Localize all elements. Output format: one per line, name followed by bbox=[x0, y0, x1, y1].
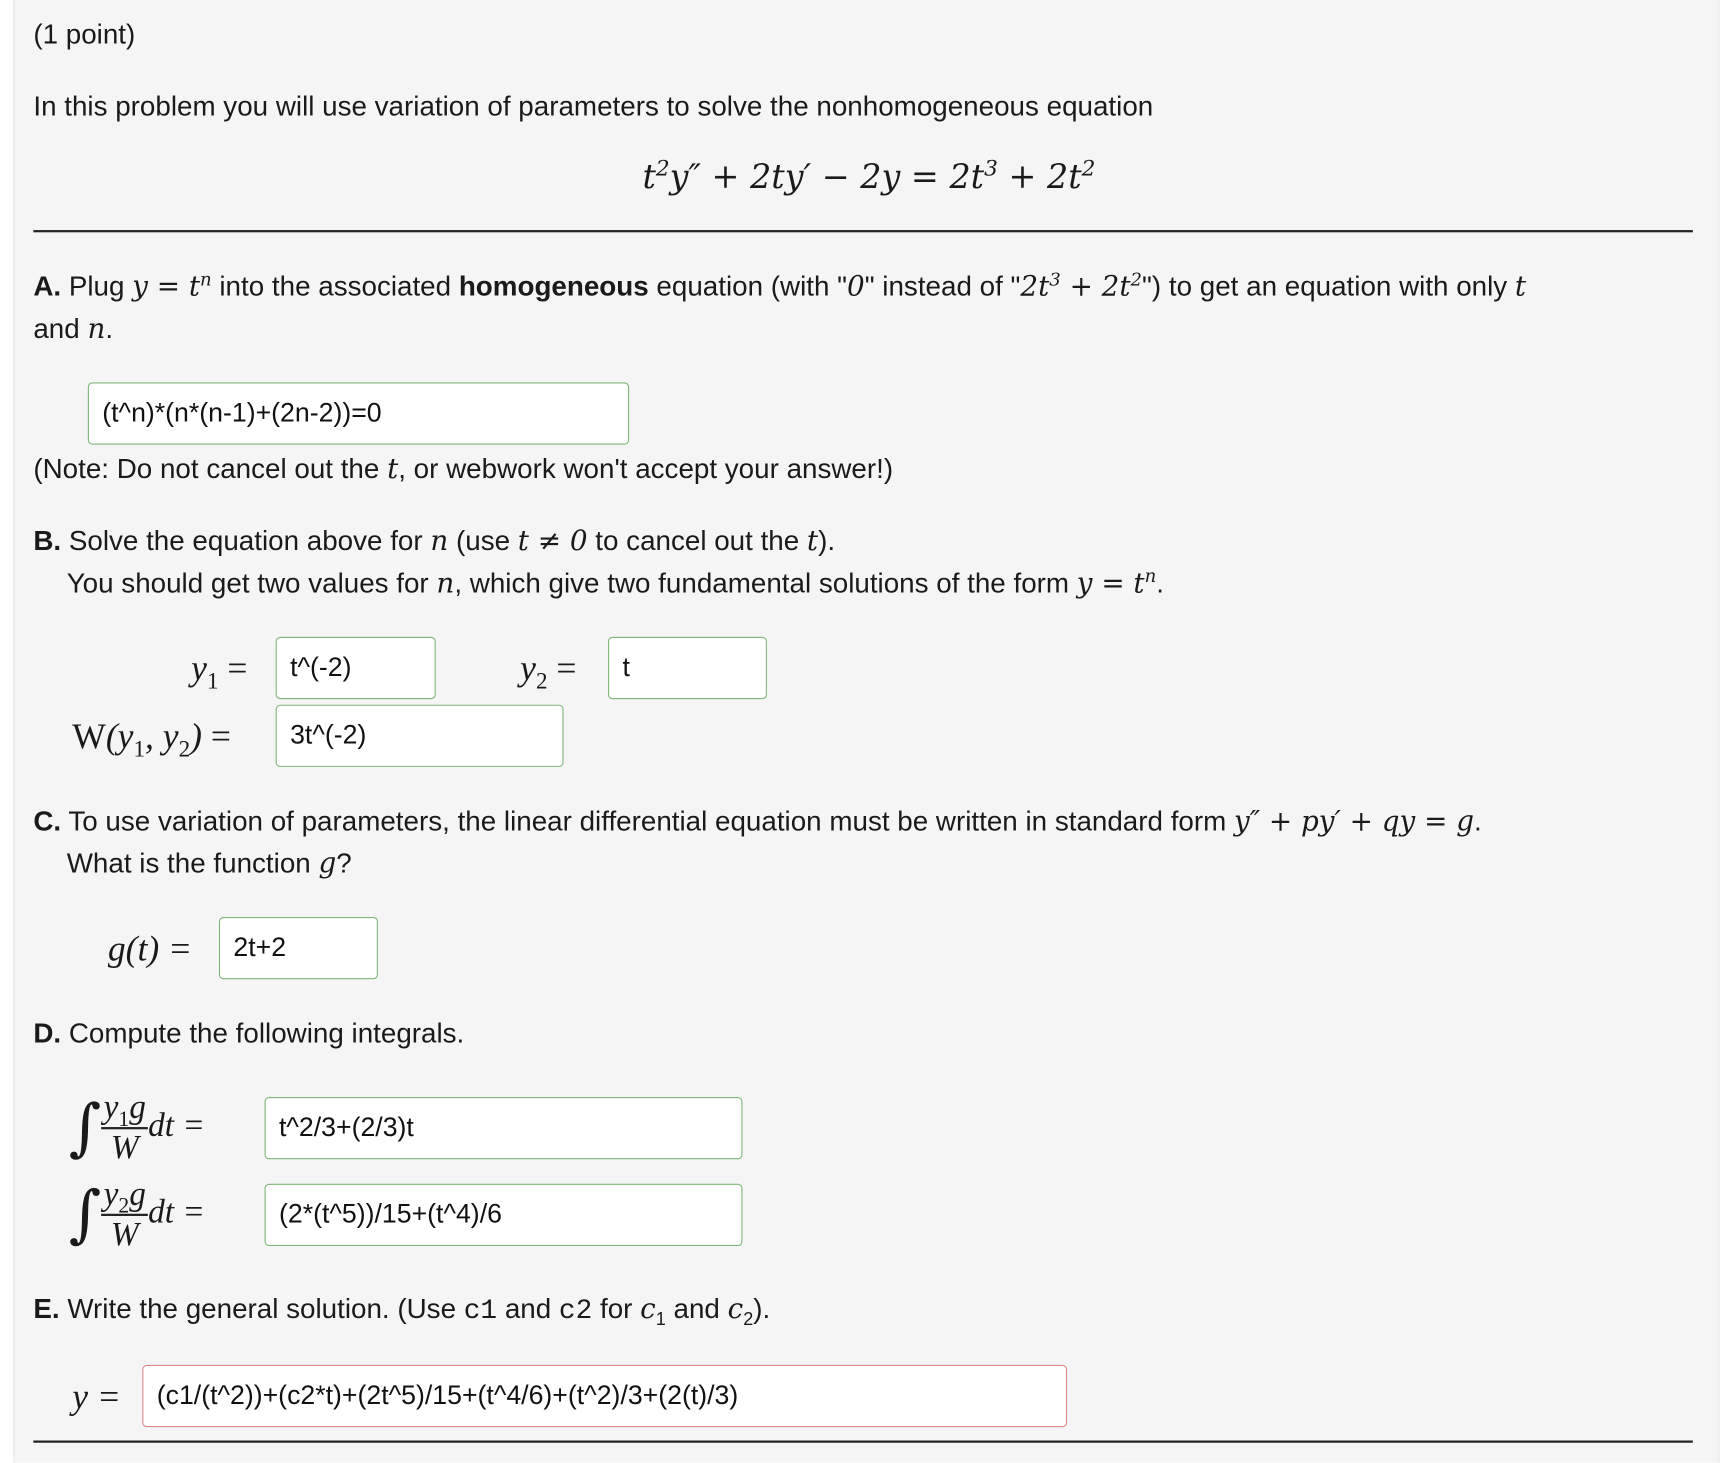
general-solution-label: y = bbox=[72, 1376, 121, 1417]
part-c-prompt-line2: What is the function g? bbox=[66, 846, 352, 880]
bottom-divider bbox=[33, 1441, 1692, 1443]
general-solution-answer-input[interactable]: (c1/(t^2))+(c2*t)+(2t^5)/15+(t^4/6)+(t^2)/3+(2(t)/3) bbox=[142, 1365, 1067, 1427]
y1-answer-input[interactable]: t^(-2) bbox=[276, 637, 436, 699]
part-a-prompt-line2: and n. bbox=[33, 312, 114, 345]
integral-1-answer-input[interactable]: t^2/3+(2/3)t bbox=[265, 1097, 743, 1159]
part-a-note: (Note: Do not cancel out the t, or webwork won't accept your answer!) bbox=[33, 452, 894, 485]
part-b-prompt: B. Solve the equation above for n (use t ≠ 0 to cancel out the t). bbox=[33, 524, 836, 557]
divider bbox=[33, 230, 1692, 232]
intro-text: In this problem you will use variation of parameters to solve the nonhomogeneous equation bbox=[33, 91, 1154, 123]
main-equation: $t^2y'' + 2ty' - 2y = 2t^3 + 2t^2$ bbox=[642, 155, 1096, 197]
y2-label: $y_2$ = bbox=[520, 648, 577, 695]
g-answer-input[interactable]: 2t+2 bbox=[219, 917, 378, 979]
y2-answer-input[interactable]: t bbox=[608, 637, 767, 699]
integral-1-label: ∫ $\frac{y_1g}{W}$ dt = bbox=[68, 1089, 205, 1167]
part-d-prompt: D. Compute the following integrals. bbox=[33, 1018, 465, 1050]
integral-2-answer-input[interactable]: (2*(t^5))/15+(t^4)/6 bbox=[265, 1184, 743, 1246]
wronskian-answer-input[interactable]: 3t^(-2) bbox=[276, 705, 564, 767]
wronskian-label: $W(y_1$, $y_2$) = bbox=[72, 715, 231, 762]
part-a-answer-input[interactable]: (t^n)*(n*(n-1)+(2n-2))=0 bbox=[88, 382, 629, 444]
integral-2-label: ∫ $\frac{y_2g}{W}$ dt = bbox=[68, 1176, 205, 1253]
part-c-prompt: C. To use variation of parameters, the linear differential equation must be written in standard form y″ + py′ + qy = g. bbox=[33, 804, 1482, 837]
y1-label: $y_1$ = bbox=[191, 648, 248, 695]
part-e-prompt: E. Write the general solution. (Use c1 and c2 for $c_1$ and $c_2$). bbox=[33, 1292, 771, 1330]
part-a-prompt: A. Plug $y = t^n$ into the associated homogeneous equation (with "0" instead of "$2t^3$ + $2t^2$") to get an equation with only t bbox=[33, 268, 1527, 303]
g-label: g(t) = bbox=[107, 928, 193, 969]
part-b-prompt-line2: You should get two values for n, which give two fundamental solutions of the form $y = t^n$. bbox=[66, 565, 1164, 600]
points-label: (1 point) bbox=[33, 18, 136, 51]
